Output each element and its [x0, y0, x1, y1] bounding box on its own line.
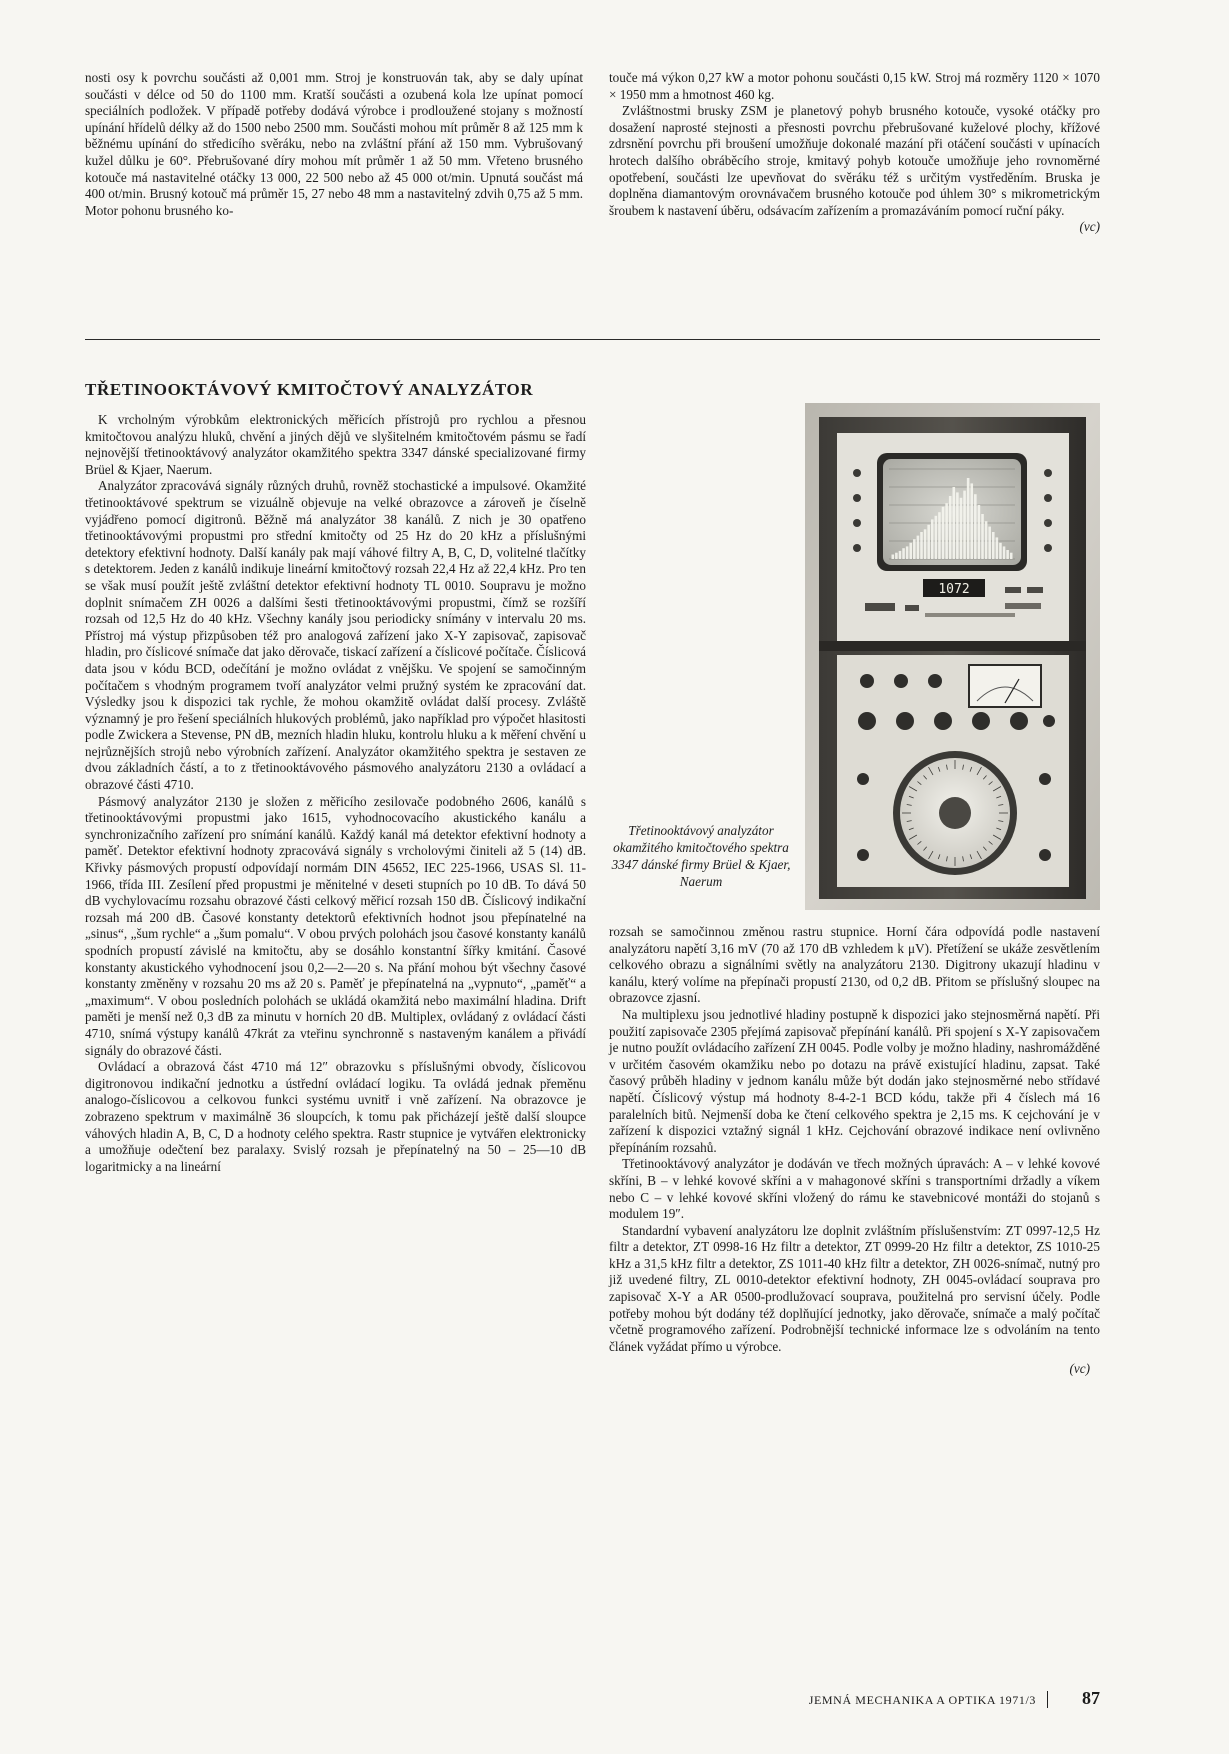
article-left-column	[85, 412, 586, 1175]
spectrum-bar	[935, 516, 938, 559]
spectrum-bar	[999, 543, 1002, 559]
digitron-reading: 1072	[938, 582, 970, 597]
spectrum-bar	[1010, 553, 1013, 559]
unit-separator	[819, 641, 1086, 651]
spectrum-bar	[899, 551, 902, 559]
article-right-column	[609, 924, 1100, 1378]
spectrum-bar	[1006, 550, 1009, 559]
top-right-signature: (vc)	[1079, 219, 1100, 235]
spectrum-bar	[924, 529, 927, 559]
spectrum-bar	[938, 512, 941, 559]
analyzer-photo	[805, 403, 1100, 910]
spectrum-bar	[988, 527, 991, 559]
spectrum-bar	[992, 532, 995, 559]
spectrum-bar	[945, 503, 948, 559]
article-paragraph-2: Analyzátor zpracovává signály různých druhů, rovněž stochastické a impulsové. Okamžité třetinooktávové spektrum se vizuálně objevuje na velké obrazovce a zároveň je číselně vyjádřeno pomocí digitronů. Běžně má analyzátor 38 kanálů. Z nich je 30 opatřeno třetinooktávovými propustmi pro střední kmitočty od 25 Hz do 20 kHz a příslušnými detektory efektivní hodnoty. Další kanály pak mají váhové filtry A, B, C, D, volitelné tlačítky s detektorem. Jeden z kanálů indikuje lineární kmitočtový rozsah 22,4 Hz až 22,4 kHz. Pro ten se však musí použít ještě zvláštní detektor efektivní hodnoty TL 0010. Soupravu je možno doplnit snímačem ZH 0026 a dalšími šesti třetinooktávovými propustmi, čímž se rozšíří rozsah od 12,5 Hz do 40 kHz. Všechny kanály jsou periodicky snímány v intervalu 20 ms. Přístroj má výstup přizpůsoben též pro analogová zařízení jako X-Y zapisovač, zapisovač hladin, pro číslicové snímače dat jako děrovače, tiskací zařízení a číslicové počítače. Číslicová data jsou v kódu BCD, odečítání je možno ovládat z vnějšku. Ve spojení se samočinným počítačem s vhodným programem tvoří analyzátor velmi pružný systém ke zpracování dat. Výsledky jsou k dispozici tak rychle, že mohou okamžitě ovládat další procesy. Zvláště významný je pro řešení speciálních hlukových problémů, jako například pro výpočet hlasitosti podle Zwickera a Stevense, PN dB, mezních hladin hluku, kontrolu hluku a k měření chvění u nejrůznějších strojů nebo výrobních zařízení. Analyzátor okamžitého spektra je sestaven ze dvou základních částí, a to z třetinooktávového pásmového analyzátoru 2130 a ovládací a obrazové části 4710.	[85, 478, 586, 793]
spectrum-bar	[917, 536, 920, 559]
journal-name: JEMNÁ MECHANIKA A OPTIKA 1971/3	[808, 1693, 1036, 1707]
top-right-column	[609, 70, 1100, 236]
spectrum-bar	[974, 494, 977, 559]
photo-caption: Třetinooktávový analyzátor okamžitého kmitočtového spektra 3347 dánské firmy Brüel & Kjaer, Naerum	[611, 823, 791, 889]
level-meter	[969, 665, 1041, 707]
spectrum-bar	[931, 519, 934, 559]
article-paragraph-4: Ovládací a obrazová část 4710 má 12″ obrazovku s příslušnými obvody, číslicovou digitronovou indikační jednotku a ústřední ovládací logiku. Ta ovládá jednak přeměnu analogo-číslicovou a celkovou funkci systému uvnitř i vně zařízení. Na obrazovce je zobrazeno spektrum v maximálně 36 sloupcích, k tomu pak přicházejí ještě další sloupce váhových hladin A, B, C, D a hodnoty celého spektra. Rastr stupnice je vytvářen elektronicky a umožňuje odečtení bez paralaxy. Svislý rozsah je přepínatelný na 50 – 25—10 dB logaritmicky a na lineární	[85, 1059, 586, 1174]
spectrum-bar	[927, 525, 930, 559]
article-right-paragraph-4: Standardní vybavení analyzátoru lze doplnit zvláštním příslušenstvím: ZT 0997-12,5 Hz filtr a detektor, ZT 0998-16 Hz filtr a detektor, ZT 0999-20 Hz filtr a detektor, ZS 1010-25 kHz a 31,5 kHz filtr a detektor, ZS 1011-40 kHz filtr a detektor, ZH 0026-snímač, nutný pro již uvedené filtry, ZL 0010-detektor efektivní hodnoty, ZH 0045-ovládací souprava pro zapisovač X-Y a AR 0500-prodlužovací souprava, použitelná pro servisní účely. Podle potřeby mohou být dodány též doplňující jednotky, jako děrovače, snímače a malý počítač včetně programového zařízení. Podrobnější technické informace lze s odvoláním na tento článek vyžádat přímo u výrobce.	[609, 1222, 1100, 1354]
article-right-paragraph-3: Třetinooktávový analyzátor je dodáván ve třech možných úpravách: A – v lehké kovové skříni, B – v lehké kovové skříni a v mahagonové skříni s transportními držadly a víkem nebo C – v lehké kovové skříni vložený do rámu ke stavebnicové montáži do stojanů s modulem 19″.	[609, 1156, 1100, 1222]
spectrum-bar	[956, 492, 959, 559]
spectrum-bar	[942, 507, 945, 559]
spectrum-bar	[949, 496, 952, 559]
article-signature: (vc)	[1069, 1361, 1090, 1377]
spectrum-bar	[902, 548, 905, 559]
top-right-paragraph-1: touče má výkon 0,27 kW a motor pohonu součásti 0,15 kW. Stroj má rozměry 1120 × 1070 × 1950 mm a hmotnost 460 kg.	[609, 70, 1100, 102]
top-right-paragraph-2-text: Zvláštnostmi brusky ZSM je planetový pohyb brusného kotouče, vysoké otáčky pro dosažení naprosté stejnosti a přesnosti povrchu přebrušované kuželové plochy, křížové zdrsnění povrchu při broušení umožňuje dokonalé mazání při otáčení součásti v upínacích hrotech dalšího obráběcího stroje, kmitavý pohyb kotouče umožňuje jeho rovnoměrné opotřebení, součásti lze upevňovat do svěráku též s určitým vystředěním. Bruska je doplněna diamantovým orovnávačem brusného kotouče pod úhlem 30° s mikrometrickým šroubem k nastavení úběru, odsávacím zařízením a promazáváním pomocí ruční páky.	[609, 103, 1100, 218]
spectrum-bar	[920, 532, 923, 559]
page-footer	[756, 1688, 1100, 1710]
section-divider	[85, 339, 1100, 340]
spectrum-bar	[1003, 546, 1006, 559]
spectrum-bar	[978, 505, 981, 559]
page-number: 87	[1082, 1688, 1100, 1708]
spectrum-bar	[953, 487, 956, 559]
spectrum-bar	[895, 553, 898, 559]
article-title: TŘETINOOKTÁVOVÝ KMITOČTOVÝ ANALYZÁTOR	[85, 380, 534, 399]
spectrum-bar	[970, 483, 973, 559]
article-paragraph-1: K vrcholným výrobkům elektronických měřicích přístrojů pro rychlou a přesnou kmitočtovou analýzu hluků, chvění a jiných dějů ve slyšitelném kmitočtovém pásmu se řadí nejnovější třetinooktávový analyzátor okamžitého spektra 3347 dánské specializované firmy Brüel & Kjaer, Naerum.	[85, 412, 586, 477]
spectrum-bar	[892, 555, 895, 560]
dial-knob	[939, 797, 971, 829]
spectrum-bar	[985, 521, 988, 559]
top-right-paragraph-2	[609, 103, 1100, 219]
article-paragraph-3: Pásmový analyzátor 2130 je složen z měřicího zesilovače podobného 2606, kanálů s třetinooktávovými propustmi jako 1615, vyhodnocovacího akustického kanálu a synchronizačního zařízení pro snímání kanálů. Každý kanál má detektor efektivní hodnoty a paměť. Detektor efektivní hodnoty zpracovává signály s vrcholovými činiteli až 5 (14) dB. Křivky pásmových propustí odpovídají normám DIN 45652, IEC 225-1966, USAS Sl. 11-1966, třída III. Zesílení před propustmi je měnitelné v deseti stupních po 10 dB. To dává 50 dB vychylovacímu rozsahu obrazové části celkový měřicí rozsah 150 dB. Číslicový indikační rozsah má 200 dB. Časové konstanty detektorů efektivních hodnot jsou přepínatelné na „sinus“, „šum rychle“ a „šum pomalu“. V obou prvých polohách jsou časové konstanty kanálů spodních propustí závislé na kmitočtu, aby se dosáhlo konstantní šířky kmitání. Časové konstanty akustického vyhodnocení jsou 0,2—2—20 s. Na přání mohou být všechny časové konstanty změněny v rozsahu 20 ms až 20 s. Paměť je přepínatelná na „vypnuto“, „paměť“ a „maximum“. V obou posledních polohách se ukládá okamžitá nebo maximální hladina. Drift paměti je menší než 0,3 dB za minutu v horních 20 dB. Multiplex, ovládaný z ovládací části 4710, snímá výstupy kanálů 47krát za vteřinu synchronně s nastaveným kanálem a přivádí signály do obrazové části.	[85, 793, 586, 1058]
spectrum-bar	[996, 537, 999, 559]
top-left-column	[85, 70, 583, 219]
article-right-paragraph-1: rozsah se samočinnou změnou rastru stupnice. Horní čára odpovídá podle nastavení analyzátoru napětí 3,16 mV (70 až 170 dB vzhledem k μV). Přetížení se ukáže zesvětlením celkového obrazu a signálními světly na analyzátoru 2130. Digitrony ukazují hladinu v kanálu, který volíme na přepínači propustí 2130, od 0,2 dB. Přitom se příslušný sloupec na obrazovce zjasní.	[609, 924, 1100, 1006]
spectrum-bar	[960, 498, 963, 559]
spectrum-bar	[981, 514, 984, 559]
spectrum-bar	[909, 543, 912, 559]
article-right-paragraph-2: Na multiplexu jsou jednotlivé hladiny postupně k dispozici jako stejnosměrná napětí. Při použití zapisovače 2305 přejímá zapisovač přepínání kanálů. Při spojení s X-Y zapisovačem je nutno použít ovládacího zařízení ZH 0045. Podle volby je možno hladiny, nashromážděné v určitém časovém okamžiku nebo po dotazu na právě existující hladinu, zapsat. Také časový průběh hladiny v jednom kanálu může být dodán jako stejnosměrné nebo střídavé napětí. Číslicový výstup má hodnoty 8-4-2-1 BCD kódu, takže při 4 číslech má 16 paralelních bitů. Nejmenší doba ke čtení celkového spektra je 2,15 ms. K cejchování je v zařízení k dispozici vztažný signál 1 kHz. Cejchování obrazové indikace není ovlivněno přepínáním rozsahů.	[609, 1006, 1100, 1155]
spectrum-bar	[963, 491, 966, 559]
top-left-paragraph: nosti osy k povrchu součásti až 0,001 mm. Stroj je konstruován tak, aby se daly upínat součásti v délce od 50 do 1100 mm. Kratší součásti a ozubená kola lze upínat pomocí speciálních podložek. V případě potřeby dodává výrobce i prodloužené stojany s možností upínání hřídelů délky až do 1500 nebo 2500 mm. Součásti mohou mít průměr 8 až 125 mm k běžnému upínání do středicího svěráku, nebo na zvláštní přání až 150 mm. Vybrušovaný kužel důlku je 60°. Přebrušované díry mohou mít průměr 1 až 50 mm. Vřeteno brusného kotouče má nastavitelné otáčky 13 000, 22 500 nebo až 45 000 ot/min. Upnutá součást má 400 ot/min. Brusný kotouč má průměr 15, 27 nebo 48 mm a nastavitelný zdvih 0,75 až 5 mm. Motor pohonu brusného ko-	[85, 70, 583, 218]
spectrum-bar	[913, 539, 916, 559]
footer-separator	[1047, 1691, 1048, 1708]
spectrum-bar	[906, 546, 909, 559]
spectrum-bar	[967, 478, 970, 559]
